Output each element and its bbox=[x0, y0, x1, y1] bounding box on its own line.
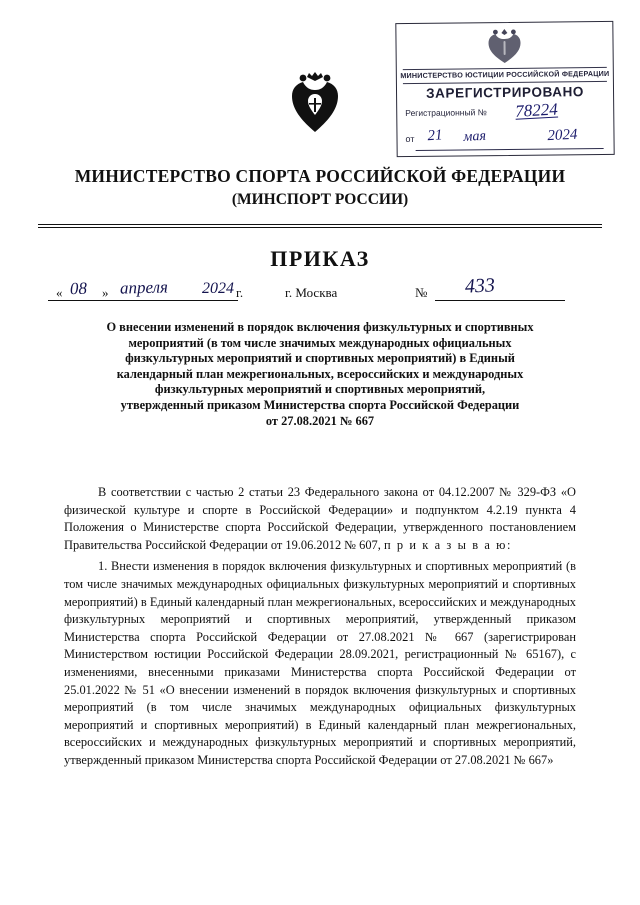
stamp-date-day: 21 bbox=[426, 127, 443, 145]
subject-line: мероприятий (в том числе значимых международных официальных bbox=[128, 335, 512, 350]
subject-line: утвержденный приказом Министерства спорта Российской Федерации bbox=[120, 397, 520, 412]
subject-line: от 27.08.2021 № 667 bbox=[265, 413, 375, 428]
document-body bbox=[64, 484, 576, 774]
document-type-heading: ПРИКАЗ bbox=[270, 246, 370, 271]
header-divider bbox=[38, 224, 602, 228]
stamp-regnumber-label: Регистрационный № bbox=[405, 107, 487, 119]
signature-date-year: 2024 bbox=[202, 280, 234, 297]
russian-coat-of-arms-icon bbox=[287, 70, 343, 136]
quote-open: « bbox=[56, 285, 63, 300]
number-underline bbox=[435, 300, 565, 301]
quote-close: » bbox=[102, 285, 109, 300]
subject-line: календарный план межрегиональных, всероссийских и международных bbox=[116, 366, 524, 381]
registration-stamp bbox=[395, 21, 614, 157]
number-label: № bbox=[415, 285, 428, 300]
body-paragraph-1 bbox=[64, 484, 576, 554]
date-underline bbox=[48, 300, 238, 301]
russian-coat-of-arms-icon bbox=[482, 26, 526, 66]
stamp-ministry-label: МИНИСТЕРСТВО ЮСТИЦИИ РОССИЙСКОЙ ФЕДЕРАЦИИ bbox=[400, 68, 610, 81]
subject-line: О внесении изменений в порядок включения физкультурных и спортивных bbox=[106, 320, 534, 334]
subject-line: физкультурных мероприятий и спортивных мероприятий, bbox=[154, 382, 486, 397]
stamp-date-year: 2024 bbox=[547, 126, 578, 145]
document-meta-line bbox=[40, 274, 600, 303]
order-keyword: п р и к а з ы в а ю: bbox=[383, 537, 513, 552]
ministry-short-name: (МИНСПОРТ РОССИИ) bbox=[231, 191, 409, 208]
document-subject bbox=[64, 320, 576, 429]
stamp-date-underline bbox=[416, 148, 604, 151]
subject-line: физкультурных мероприятий и спортивных мероприятий) в Единый bbox=[125, 351, 515, 366]
page-title: МИНИСТЕРСТВО СПОРТА РОССИЙСКОЙ ФЕДЕРАЦИИ bbox=[74, 166, 566, 186]
stamp-date-month: мая bbox=[463, 128, 487, 145]
stamp-date-label: от bbox=[405, 133, 415, 145]
document-number-value: 433 bbox=[464, 274, 496, 298]
signature-date-month: апреля bbox=[119, 277, 169, 298]
signature-date-year-suffix: г. bbox=[236, 285, 244, 300]
stamp-registered-label: ЗАРЕГИСТРИРОВАНО bbox=[425, 84, 585, 101]
signature-date-day: 08 bbox=[69, 278, 88, 299]
body-paragraph-2: 1. Внести изменения в порядок включения физкультурных и спортивных мероприятий (в том числе значимых международных официальных физкультурных мероприятий и спортивных мероприятий) в Единый календарный план межрегиональных, всероссийских и международных физкультурных мероприятий и спортивных мероприятий, утвержденный приказом Министерства спорта Российской Федерации от 27.08.2021 № 667 (зарегистрирован Министерством юстиции Российской Федерации 28.09.2021, регистрационный № 65167), с изменениями, внесенными приказами Министерства спорта Российской Федерации от 25.01.2022 № 51 «О внесении изменений в порядок включения физкультурных и спортивных мероприятий (в том числе значимых международных официальных физкультурных мероприятий и спортивных мероприятий) в Единый календарный план межрегиональных, всероссийских и международных физкультурных мероприятий и спортивных мероприятий, утвержденный приказом Министерства спорта Российской Федерации от 27.08.2021 № 667» bbox=[64, 559, 576, 767]
city-label: г. Москва bbox=[285, 285, 338, 300]
stamp-regnumber-value: 78224 bbox=[514, 99, 559, 121]
body-paragraph-1-text: В соответствии с частью 2 статьи 23 Федерального закона от 04.12.2007 № 329-ФЗ «О физической культуре и спорте в Российской Федерации» и подпунктом 4.2.19 пункта 4 Положения о Министерстве спорта Российской Федерации, утвержденного постановлением Правительства Российской Федерации от 19.06.2012 № 607, bbox=[64, 485, 576, 552]
